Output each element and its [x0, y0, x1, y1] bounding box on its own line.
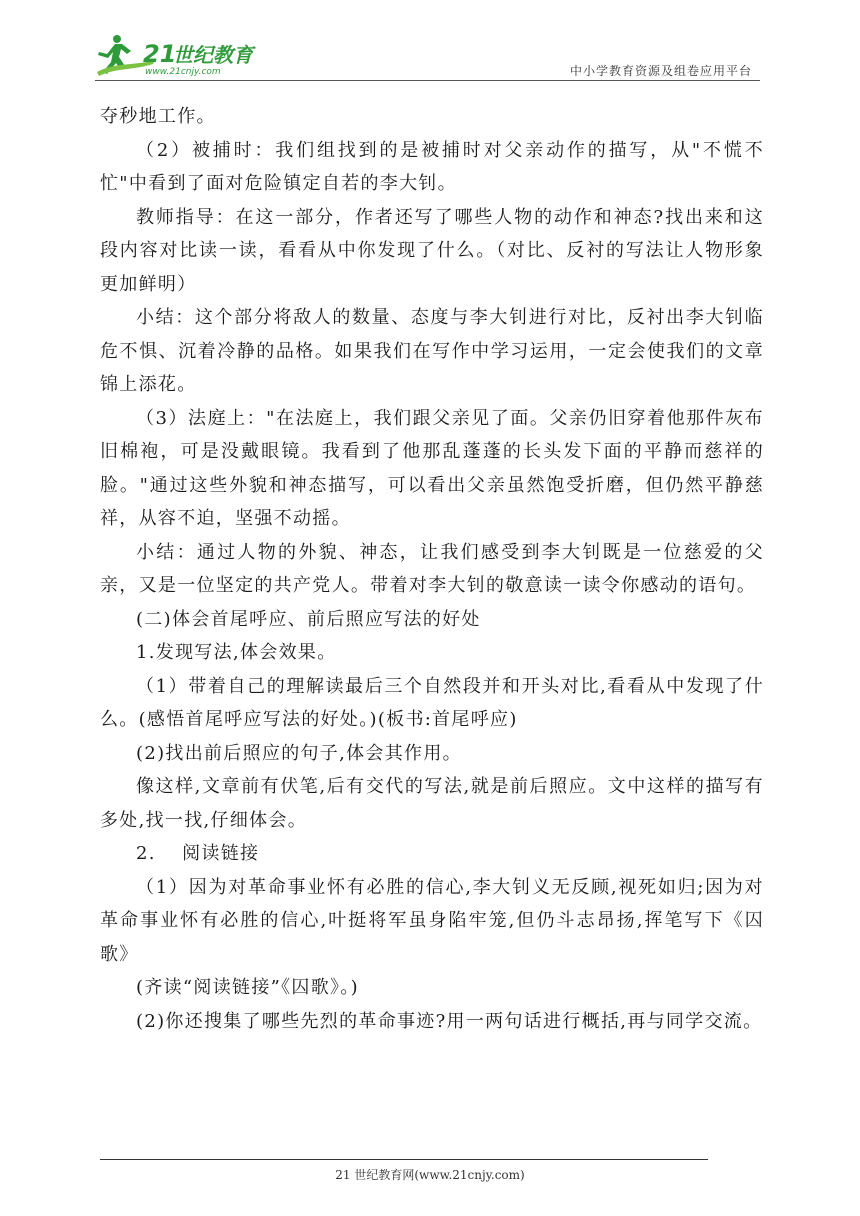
- paragraph: 夺秒地工作。: [100, 106, 216, 127]
- paragraph: 像这样,文章前有伏笔,后有交代的写法,就是前后照应。文中这样的描写有多处,找一找,仔细体会。: [100, 776, 764, 831]
- paragraph: (齐读“阅读链接”《囚歌》。): [136, 977, 359, 998]
- footer-divider: [100, 1159, 708, 1160]
- document-body: [100, 100, 764, 1038]
- paragraph: (2)找出前后照应的句子,体会其作用。: [136, 742, 462, 764]
- paragraph: （3）法庭上："在法庭上，我们跟父亲见了面。父亲仍旧穿着他那件灰布旧棉袍，可是没戴眼镜。我看到了他那乱蓬蓬的长头发下面的平静而慈祥的脸。"通过这些外貌和神态描写，可以看出父亲虽然饱受折磨，但仍然平静慈祥，从容不迫，坚强不动摇。: [100, 407, 764, 529]
- site-logo: [95, 32, 265, 78]
- paragraph: 小结：通过人物的外貌、神态，让我们感受到李大钊既是一位慈爱的父亲，又是一位坚定的共产党人。带着对李大钊的敬意读一读令你感动的语句。: [100, 541, 764, 596]
- paragraph: （2）被捕时：我们组找到的是被捕时对父亲动作的描写，从"不慌不忙"中看到了面对危险镇定自若的李大钊。: [100, 139, 764, 194]
- logo-text: 世纪教育: [173, 43, 253, 67]
- paragraph: 小结：这个部分将敌人的数量、态度与李大钊进行对比，反衬出李大钊临危不惧、沉着冷静的品格。如果我们在写作中学习运用，一定会使我们的文章锦上添花。: [100, 307, 764, 395]
- paragraph: (二)体会首尾呼应、前后照应写法的好处: [136, 608, 481, 630]
- paragraph: （1）带着自己的理解读最后三个自然段并和开头对比,看看从中发现了什么。(感悟首尾呼应写法的好处。)(板书:首尾呼应): [100, 675, 764, 730]
- paragraph: 2. 阅读链接: [136, 843, 260, 864]
- platform-name: 中小学教育资源及组卷应用平台: [569, 64, 752, 78]
- svg-text:21: 21: [143, 40, 177, 68]
- page-header: [95, 32, 760, 80]
- paragraph: 1.发现写法,体会效果。: [136, 642, 337, 663]
- paragraph: 教师指导：在这一部分，作者还写了哪些人物的动作和神态?找出来和这段内容对比读一读，看看从中你发现了什么。（对比、反衬的写法让人物形象更加鲜明）: [100, 206, 764, 295]
- paragraph: （1）因为对革命事业怀有必胜的信心,李大钊义无反顾,视死如归;因为对革命事业怀有必胜的信心,叶挺将军虽身陷牢笼,但仍斗志昂扬,挥笔写下《囚歌》: [100, 876, 764, 965]
- paragraph: (2)你还搜集了哪些先烈的革命事迹?用一两句话进行概括,再与同学交流。: [136, 1010, 763, 1032]
- logo-url: www.21cnjy.com: [145, 67, 221, 77]
- header-divider: [95, 80, 760, 81]
- page-footer: 21 世纪教育网(www.21cnjy.com): [335, 1168, 525, 1182]
